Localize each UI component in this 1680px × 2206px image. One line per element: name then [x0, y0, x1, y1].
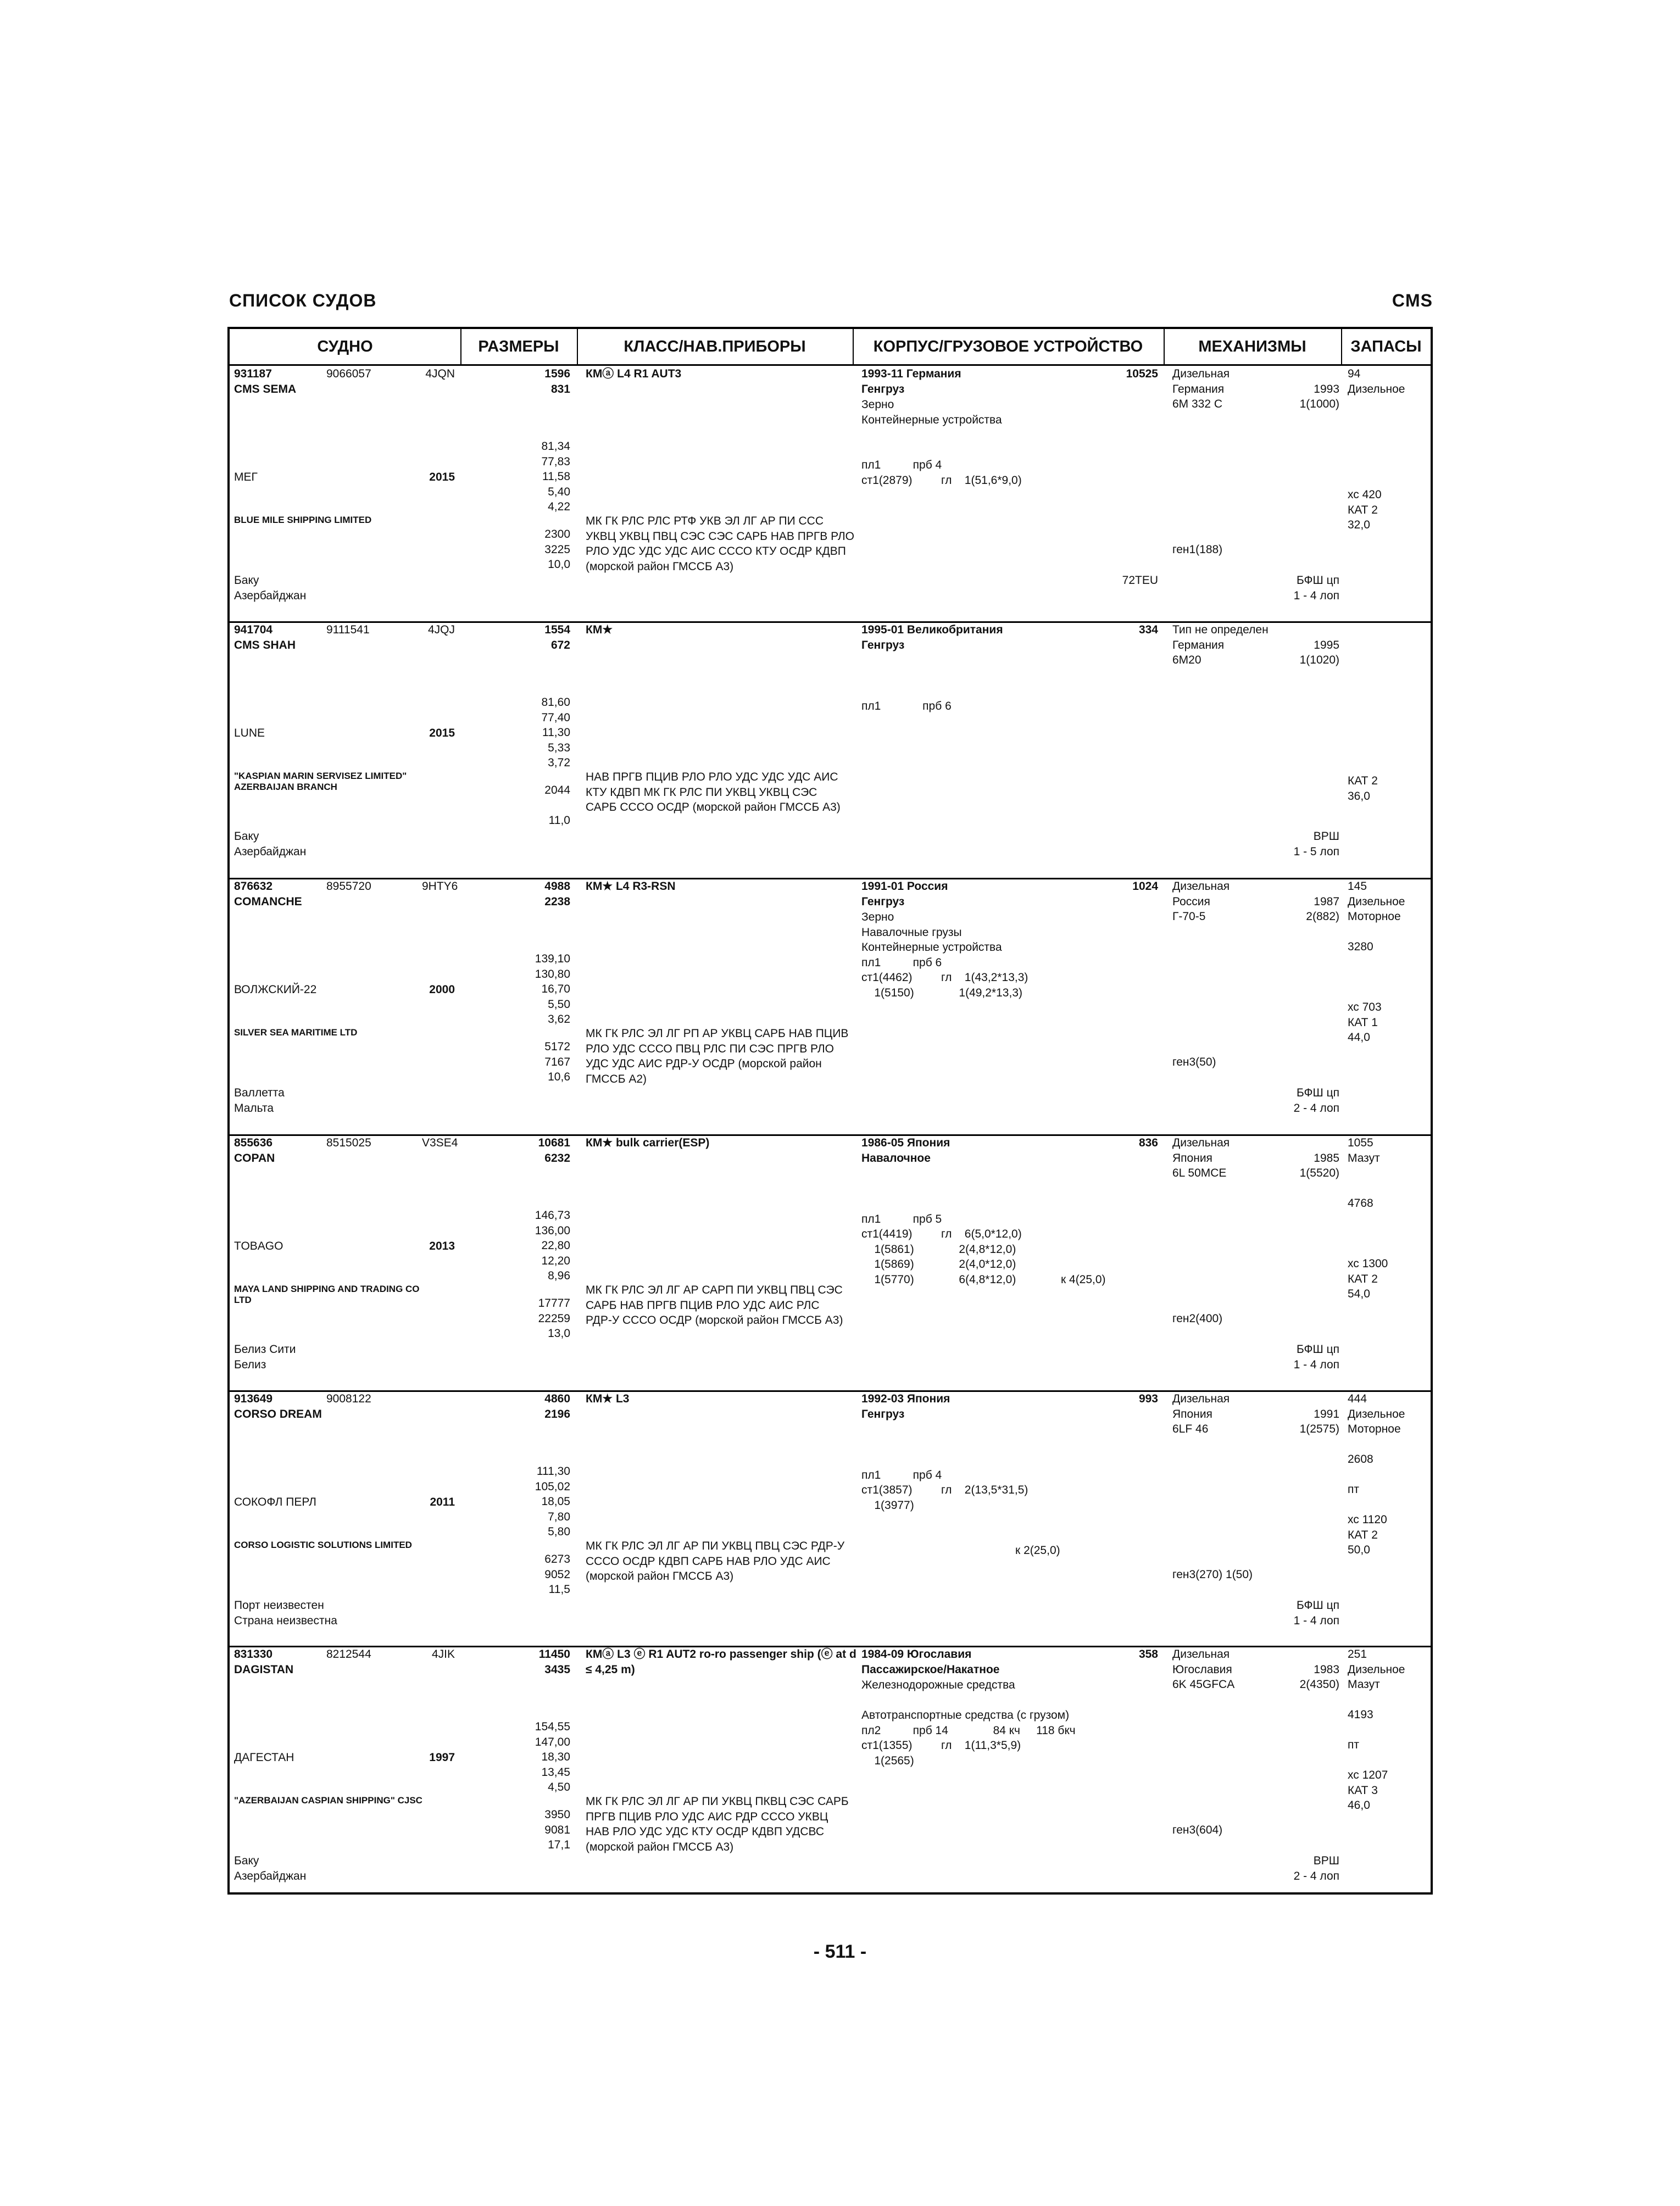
cargo-gear: Зерно Контейнерные устройства пл1 прб 4 ст1(2879) гл 1(51,6*9,0)	[861, 398, 1022, 487]
registry-number: 855636	[234, 1137, 273, 1149]
navigation-equipment: МК ГК РЛС ЭЛ ЛГ АР ПИ УКВЦ ПКВЦ СЭС САРБ ПРГВ ПЦИВ РЛО УДС АИС РДР СССО УКВЦ НАВ РЛО УДС УДС КТУ ОСДР КДВП УДСВС (морской район ГМССБ А3)	[586, 1795, 849, 1853]
imo-number: 9008122	[326, 1392, 371, 1405]
fuel-types: 145 Дизельное Моторное	[1348, 880, 1405, 923]
home-port: Белиз Сити	[234, 1343, 296, 1356]
column-header-hull: КОРПУС/ГРУЗОВОЕ УСТРОЙСТВО	[873, 337, 1143, 355]
registry-number: 913649	[234, 1392, 273, 1405]
build-year-country: 1992-03 Япония	[861, 1392, 950, 1405]
home-port: Порт неизвестен	[234, 1599, 324, 1612]
deadweight-speed: 2044 11,0	[544, 784, 570, 827]
ship-name: COPAN	[234, 1152, 275, 1165]
imo-number: 9066057	[326, 367, 371, 380]
propeller: БФШ цп 2 - 4 лоп	[1293, 1087, 1339, 1115]
fuel-types: 444 Дизельное Моторное	[1348, 1392, 1405, 1435]
ship-record	[230, 365, 1431, 621]
capacities: 3280 хс 703 КАТ 1 44,0	[1348, 940, 1382, 1044]
ship-type: Генгруз	[861, 895, 905, 908]
main-dimensions: 146,73 136,00 22,80 12,20 8,96	[535, 1209, 570, 1282]
class-notation: КМⓐ L3 ⓔ R1 AUT2 ro-ro passenger ship (ⓔ at d ≤ 4,25 m)	[586, 1648, 856, 1676]
former-name-year: 2000	[429, 983, 455, 996]
tonnage: 1596 831	[544, 367, 570, 395]
owner-name: BLUE MILE SHIPPING LIMITED	[234, 515, 372, 525]
propeller: БФШ цп 1 - 4 лоп	[1293, 574, 1339, 602]
propeller: БФШ цп 1 - 4 лоп	[1293, 1599, 1339, 1627]
yard-number: 1024	[1132, 880, 1158, 893]
column-header-dimensions: РАЗМЕРЫ	[478, 337, 559, 355]
cargo-gear: пл1 прб 6	[861, 699, 952, 712]
engine-year-power: 1987 2(882)	[1306, 895, 1339, 923]
main-dimensions: 81,34 77,83 11,58 5,40 4,22	[541, 440, 570, 513]
former-name-year: 2015	[429, 471, 455, 483]
propeller: ВРШ 1 - 5 лоп	[1293, 830, 1339, 858]
navigation-equipment: МК ГК РЛС РЛС РТФ УКВ ЭЛ ЛГ АР ПИ ССС УКВЦ УКВЦ ПВЦ СЭС СЭС САРБ НАВ ПРГВ РЛО РЛО УДС УДС УДС АИС СССО КТУ ОСДР КДВП (морской район ГМССБ А3)	[586, 515, 855, 573]
capacities: 2608 пт хс 1120 КАТ 2 50,0	[1348, 1453, 1387, 1556]
yard-number: 993	[1138, 1392, 1158, 1405]
record-divider	[230, 1390, 1431, 1392]
former-name: МЕГ	[234, 471, 258, 483]
ship-record	[230, 878, 1431, 1134]
ship-type: Пассажирское/Накатное	[861, 1663, 1000, 1676]
tonnage: 4988 2238	[544, 880, 570, 908]
fuel-types: 94 Дизельное	[1348, 367, 1405, 395]
column-header-stores: ЗАПАСЫ	[1350, 337, 1422, 355]
owner-name: MAYA LAND SHIPPING AND TRADING CO LTD	[234, 1284, 420, 1305]
propeller: БФШ цп 1 - 4 лоп	[1293, 1343, 1339, 1371]
capacities: 4768 хс 1300 КАТ 2 54,0	[1348, 1197, 1388, 1300]
deadweight-speed: 5172 7167 10,6	[544, 1040, 570, 1083]
registry-number: 876632	[234, 880, 273, 893]
owner-name: CORSO LOGISTIC SOLUTIONS LIMITED	[234, 1540, 412, 1550]
yard-number: 10525	[1126, 367, 1158, 380]
fuel-types: 1055 Мазут	[1348, 1137, 1380, 1165]
engine-year-power: 1985 1(5520)	[1299, 1151, 1339, 1179]
ship-name: COMANCHE	[234, 895, 302, 908]
capacities: хс 420 КАТ 2 32,0	[1348, 488, 1382, 531]
deadweight-speed: 6273 9052 11,5	[544, 1553, 570, 1596]
navigation-equipment: МК ГК РЛС ЭЛ ЛГ РП АР УКВЦ САРБ НАВ ПЦИВ РЛО УДС СССО ПВЦ РЛС ПИ СЭС ПРГВ РЛО УДС УДС АИС РДР-У ОСДР (морской район ГМССБ А2)	[586, 1027, 849, 1085]
engine-type: Дизельная Россия Г-70-5	[1172, 880, 1230, 923]
home-port: Баку	[234, 574, 259, 587]
former-name-year: 2011	[430, 1496, 455, 1508]
imo-number: 9111541	[326, 623, 370, 636]
engine-type: Дизельная Югославия 6K 45GFCA	[1172, 1648, 1235, 1691]
ship-type: Генгруз	[861, 1408, 905, 1420]
navigation-equipment: МК ГК РЛС ЭЛ ЛГ АР ПИ УКВЦ ПВЦ СЭС РДР-У СССО ОСДР КДВП САРБ НАВ РЛО УДС АИС (морской район ГМССБ А3)	[586, 1540, 845, 1583]
former-name: ДАГЕСТАН	[234, 1751, 294, 1764]
call-sign: V3SE4	[422, 1137, 458, 1149]
tonnage: 4860 2196	[544, 1392, 570, 1420]
owner-name: "AZERBAIJAN CASPIAN SHIPPING" CJSC	[234, 1795, 422, 1806]
ship-type: Навалочное	[861, 1152, 931, 1165]
column-header-machinery: МЕХАНИЗМЫ	[1198, 337, 1306, 355]
class-notation: КМ★ L4 R3-RSN	[586, 880, 676, 893]
engine-type: Тип не определен Германия 6М20	[1172, 623, 1269, 666]
call-sign: 9HTY6	[422, 880, 458, 893]
column-header-ship: СУДНО	[317, 337, 373, 355]
ship-name: DAGISTAN	[234, 1663, 294, 1676]
build-year-country: 1984-09 Югославия	[861, 1648, 972, 1661]
call-sign: 4JQJ	[427, 623, 455, 636]
main-dimensions: 111,30 105,02 18,05 7,80 5,80	[535, 1465, 570, 1538]
generators: ген3(270) 1(50)	[1172, 1568, 1253, 1581]
main-dimensions: 154,55 147,00 18,30 13,45 4,50	[535, 1720, 570, 1793]
navigation-equipment: МК ГК РЛС ЭЛ ЛГ АР САРП ПИ УКВЦ ПВЦ СЭС САРБ НАВ ПРГВ ПЦИВ РЛО УДС АИС РЛС РДР-У СССО ОСДР (морской район ГМССБ А3)	[586, 1284, 843, 1327]
record-divider	[230, 1134, 1431, 1136]
former-name-year: 2013	[429, 1240, 455, 1252]
page-code: CMS	[1392, 291, 1433, 310]
flag-country: Страна неизвестна	[234, 1614, 337, 1627]
cargo-gear: пл1 прб 5 ст1(4419) гл 6(5,0*12,0) 1(5861) 2(4,8*12,0) 1(5869) 2(4,0*12,0) 1(5770) 6(4,8*12,0) к 4(25,0)	[861, 1212, 1106, 1286]
deadweight-speed: 3950 9081 17,1	[544, 1808, 570, 1851]
home-port: Баку	[234, 830, 259, 843]
build-year-country: 1995-01 Великобритания	[861, 623, 1003, 636]
teu-capacity: 72TEU	[1122, 574, 1158, 587]
generators: ген3(604)	[1172, 1824, 1223, 1836]
engine-year-power: 1991 1(2575)	[1299, 1407, 1339, 1435]
ship-register-table	[227, 327, 1433, 1895]
registry-number: 941704	[234, 623, 273, 636]
engine-type: Дизельная Япония 6L 50MCE	[1172, 1137, 1230, 1179]
ship-name: CMS SHAH	[234, 639, 296, 651]
owner-name: "KASPIAN MARIN SERVISEZ LIMITED" AZERBAIJAN BRANCH	[234, 771, 407, 792]
home-port: Баку	[234, 1854, 259, 1867]
ship-name: CORSO DREAM	[234, 1408, 322, 1420]
yard-number: 836	[1138, 1137, 1158, 1149]
engine-year-power: 1983 2(4350)	[1299, 1663, 1339, 1691]
engine-type: Дизельная Германия 6М 332 С	[1172, 367, 1230, 410]
former-name-year: 1997	[429, 1751, 455, 1764]
build-year-country: 1991-01 Россия	[861, 880, 948, 893]
flag-country: Азербайджан	[234, 1870, 307, 1882]
tonnage: 11450 3435	[538, 1648, 570, 1676]
imo-number: 8212544	[326, 1648, 371, 1661]
tonnage: 10681 6232	[538, 1137, 570, 1165]
registry-number: 831330	[234, 1648, 273, 1661]
former-name: СОКОФЛ ПЕРЛ	[234, 1496, 316, 1508]
record-divider	[230, 621, 1431, 623]
flag-country: Азербайджан	[234, 589, 307, 602]
flag-country: Белиз	[234, 1358, 266, 1371]
ship-record	[230, 1390, 1431, 1646]
propeller: ВРШ 2 - 4 лоп	[1293, 1854, 1339, 1882]
ship-type: Генгруз	[861, 639, 905, 651]
class-notation: КМ★	[586, 623, 613, 636]
class-notation: КМⓐ L4 R1 AUT3	[586, 367, 682, 380]
record-divider	[230, 878, 1431, 879]
generators: ген2(400)	[1172, 1312, 1223, 1325]
capacities: 4193 пт хс 1207 КАТ 3 46,0	[1348, 1708, 1388, 1812]
imo-number: 8955720	[326, 880, 371, 893]
engine-year-power: 1995 1(1020)	[1299, 638, 1339, 666]
former-name: TOBAGO	[234, 1240, 283, 1252]
yard-number: 334	[1138, 623, 1158, 636]
cargo-gear: Зерно Навалочные грузы Контейнерные устройства пл1 прб 6 ст1(4462) гл 1(43,2*13,3) 1(5150) 1(49,2*13,3)	[861, 911, 1028, 999]
ship-record	[230, 621, 1431, 877]
engine-type: Дизельная Япония 6LF 46	[1172, 1392, 1230, 1435]
class-notation: КМ★ bulk carrier(ESP)	[586, 1137, 710, 1149]
ship-type: Генгруз	[861, 383, 905, 395]
record-divider	[230, 1646, 1431, 1647]
home-port: Валлетта	[234, 1087, 285, 1099]
former-name: ВОЛЖСКИЙ-22	[234, 983, 317, 996]
main-dimensions: 81,60 77,40 11,30 5,33 3,72	[541, 696, 570, 769]
cargo-gear: Железнодорожные средства Автотранспортные средства (с грузом) пл2 прб 14 84 кч 118 бкч ст1(1355) гл 1(11,3*5,9) 1(2565)	[861, 1679, 1076, 1767]
engine-year-power: 1993 1(1000)	[1299, 382, 1339, 410]
owner-name: SILVER SEA MARITIME LTD	[234, 1027, 358, 1038]
page-number: - 511 -	[813, 1941, 867, 1962]
flag-country: Азербайджан	[234, 845, 307, 858]
former-name-year: 2015	[429, 727, 455, 739]
main-dimensions: 139,10 130,80 16,70 5,50 3,62	[535, 952, 570, 1026]
imo-number: 8515025	[326, 1137, 371, 1149]
generators: ген3(50)	[1172, 1056, 1216, 1068]
flag-country: Мальта	[234, 1102, 274, 1115]
column-header-class: КЛАСС/НАВ.ПРИБОРЫ	[624, 337, 806, 355]
deadweight-speed: 2300 3225 10,0	[544, 528, 570, 571]
cargo-gear: пл1 прб 4 ст1(3857) гл 2(13,5*31,5) 1(3977) к 2(25,0)	[861, 1468, 1060, 1557]
capacities: КАТ 2 36,0	[1348, 775, 1378, 803]
build-year-country: 1993-11 Германия	[861, 367, 961, 380]
former-name: LUNE	[234, 727, 265, 739]
ship-record	[230, 1646, 1431, 1902]
tonnage: 1554 672	[544, 623, 570, 651]
deadweight-speed: 17777 22259 13,0	[538, 1297, 570, 1340]
yard-number: 358	[1138, 1648, 1158, 1661]
call-sign: 4JQN	[425, 367, 455, 380]
page-title: СПИСОК СУДОВ	[229, 291, 377, 310]
generators: ген1(188)	[1172, 543, 1223, 556]
ship-record	[230, 1134, 1431, 1390]
navigation-equipment: НАВ ПРГВ ПЦИВ РЛО РЛО УДС УДС УДС АИС КТУ КДВП МК ГК РЛС ПИ УКВЦ УКВЦ СЭС САРБ СССО ОСДР (морской район ГМССБ А3)	[586, 771, 841, 814]
build-year-country: 1986-05 Япония	[861, 1137, 950, 1149]
ship-name: CMS SEMA	[234, 383, 297, 395]
fuel-types: 251 Дизельное Мазут	[1348, 1648, 1405, 1691]
class-notation: КМ★ L3	[586, 1392, 630, 1405]
call-sign: 4JIK	[431, 1648, 455, 1661]
registry-number: 931187	[234, 367, 272, 380]
